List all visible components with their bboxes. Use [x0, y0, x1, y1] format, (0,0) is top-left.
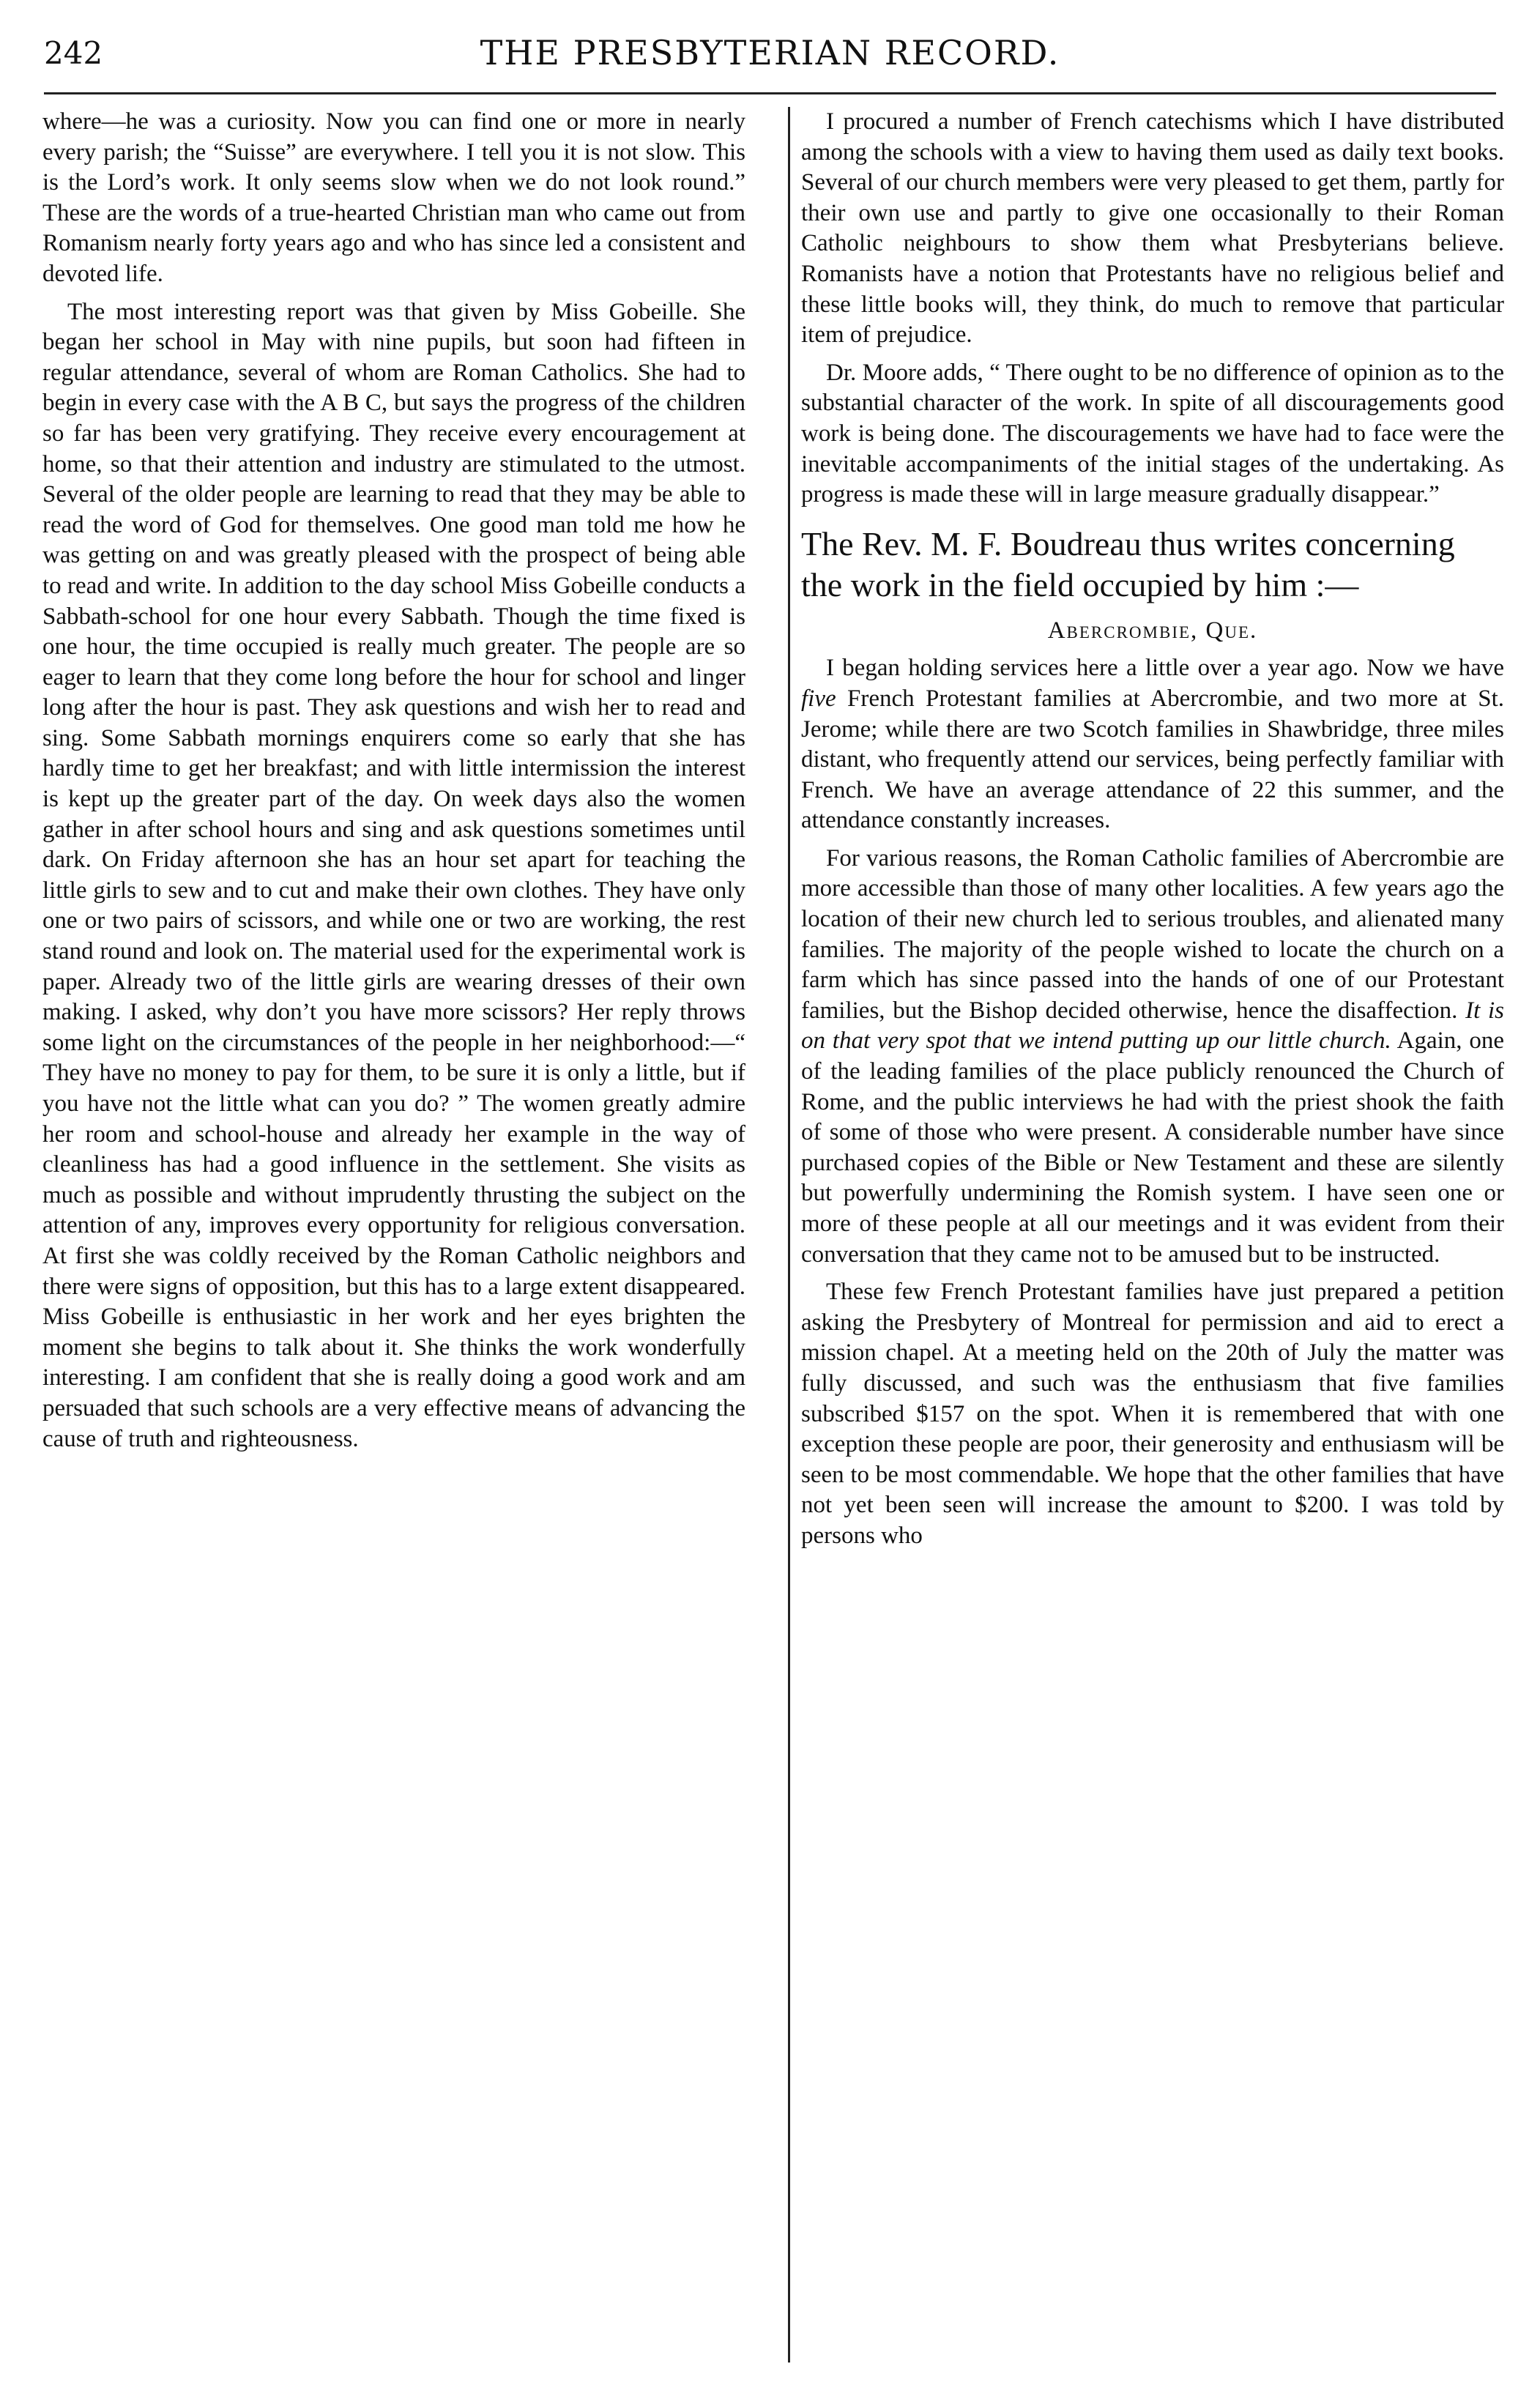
p3-text-a: I began holding services here a little over a year ago. Now we have: [826, 655, 1504, 682]
p4-text-b: Again, one of the leading families of the place publicly renounced the Church of Rome, and the public interviews he had with the priest shook the faith of some of those who were present. A considerable number have since purchased copies of the Bible or New Testament and these are silently but powerfully undermining the Romish system. I have seen one or more of these people at all our meetings and it was evident from their conversation that they came not to be amused but to be instructed.: [801, 1027, 1504, 1268]
place-heading: Abercrombie, Que.: [1047, 617, 1258, 644]
p4-italic: It is on that very spot that we intend putting up our little church.: [801, 997, 1504, 1055]
page-header: [44, 25, 1496, 81]
p3-text-b: French Protestant families at Abercrombie, and two more at St. Jerome; while there are two Scotch families in Shawbridge, three miles distant, who frequently attend our services, being perfectly familiar with French. We have an average attendance of 22 this summer, and the attendance constantly increases.: [801, 685, 1504, 834]
boudreau-lead-in: The Rev. M. F. Boudreau thus writes concerning the work in the field occupied by him :—: [801, 524, 1455, 603]
right-paragraph-3: [801, 653, 1504, 836]
running-title: THE PRESBYTERIAN RECORD.: [480, 33, 1060, 73]
right-paragraph-5: These few French Protestant families have just prepared a petition asking the Presbytery of Montreal for permission and aid to erect a mission chapel. At a meeting held on the 20th of July the matter was fully discussed, and such was the enthusiasm that five families subscribed $157 on the spot. When it is remembered that with one exception these people are poor, their generosity and enthusiasm will be seen to be most commendable. We hope that the other families that have not yet been seen will increase the amount to $200. I was told by persons who: [801, 1279, 1504, 1549]
right-paragraph-2: Dr. Moore adds, “ There ought to be no difference of opinion as to the substantial character of the work. In spite of all discouragements good work is being done. The discouragements we have had to face were the inevitable accompaniments of the initial stages of the undertaking. As progress is made these will in large measure gradually disappear.”: [801, 359, 1504, 508]
p3-italic: five: [801, 685, 836, 712]
header-rule: [44, 92, 1496, 94]
p4-text-a: For various reasons, the Roman Catholic families of Abercrombie are more accessible than those of many other localities. A few years ago the location of their new church led to serious troubles, and alienated many families. The majority of the people wished to locate the church on a farm which has since passed into the hands of one of our Protestant families, but the Bishop decided otherwise, hence the disaffection.: [801, 844, 1504, 1024]
page-number: 242: [44, 34, 103, 71]
left-paragraph-1: where—he was a curiosity. Now you can find one or more in nearly every parish; the “Suisse” are everywhere. I tell you it is not slow. This is the Lord’s work. It only seems slow when we do not look round.” These are the words of a true-hearted Christian man who came out from Romanism nearly forty years ago and who has since led a consistent and devoted life.: [42, 108, 745, 287]
left-paragraph-2: The most interesting report was that given by Miss Gobeille. She began her school in May with nine pupils, but soon had fifteen in regular attendance, several of whom are Roman Catholics. She had to begin in every case with the A B C, but says the progress of the children so far has been very gratifying. They receive every encouragement at home, so that their attention and industry are stimulated to the utmost. Several of the older people are learning to read that they may be able to read the word of God for themselves. One good man told me how he was getting on and was greatly pleased with the prospect of being able to read and write. In addition to the day school Miss Gobeille conducts a Sabbath-school for one hour every Sabbath. Though the time fixed is one hour, the time occupied is really much greater. The people are so eager to learn that they come long before the hour for school and linger long after the hour is past. They ask questions and wish her to read and sing. Some Sabbath mornings enquirers come so early that she has hardly time to get her breakfast; and with little intermission the interest is kept up the greater part of the day. On week days also the women gather in after school hours and sing and ask questions sometimes until dark. On Friday afternoon she has an hour set apart for teaching the little girls to sew and to cut and make their own clothes. They have only one or two pairs of scissors, and while one or two are working, the rest stand round and look on. The material used for the experimental work is paper. Already two of the little girls are wearing dresses of their own making. I asked, why don’t you have more scissors? Her reply throws some light on the circumstances of the people in her neighborhood:—“ They have no money to pay for them, to be sure it is only a little, but if you have not the little what can you do? ” The women greatly admire her room and school-house and already her example in the way of cleanliness has had a good influence in the settlement. She visits as much as possible and without imprudently thrusting the subject on the attention of any, improves every opportunity for religious conversation. At first she was coldly received by the Roman Catholic neighbors and there were signs of opposition, but this has to a large extent disappeared. Miss Gobeille is enthusiastic in her work and her eyes brighten the moment she begins to talk about it. She thinks the work wonderfully interesting. I am confident that she is really doing a good work and am persuaded that such schools are a very effective means of advancing the cause of truth and righteousness.: [42, 298, 745, 1452]
right-paragraph-4: [801, 844, 1504, 1270]
left-column: [42, 107, 745, 2363]
right-column: [801, 107, 1504, 2363]
column-divider: [788, 107, 790, 2363]
right-paragraph-1: I procured a number of French catechisms which I have distributed among the schools with a view to having them used as daily text books. Several of our church members were very pleased to get them, partly for their own use and partly to give one occasionally to their Roman Catholic neighbours to show them what Presbyterians believe. Romanists have a notion that Protestants have no religious belief and these little books will, they think, do much to remove that particular item of prejudice.: [801, 108, 1504, 349]
